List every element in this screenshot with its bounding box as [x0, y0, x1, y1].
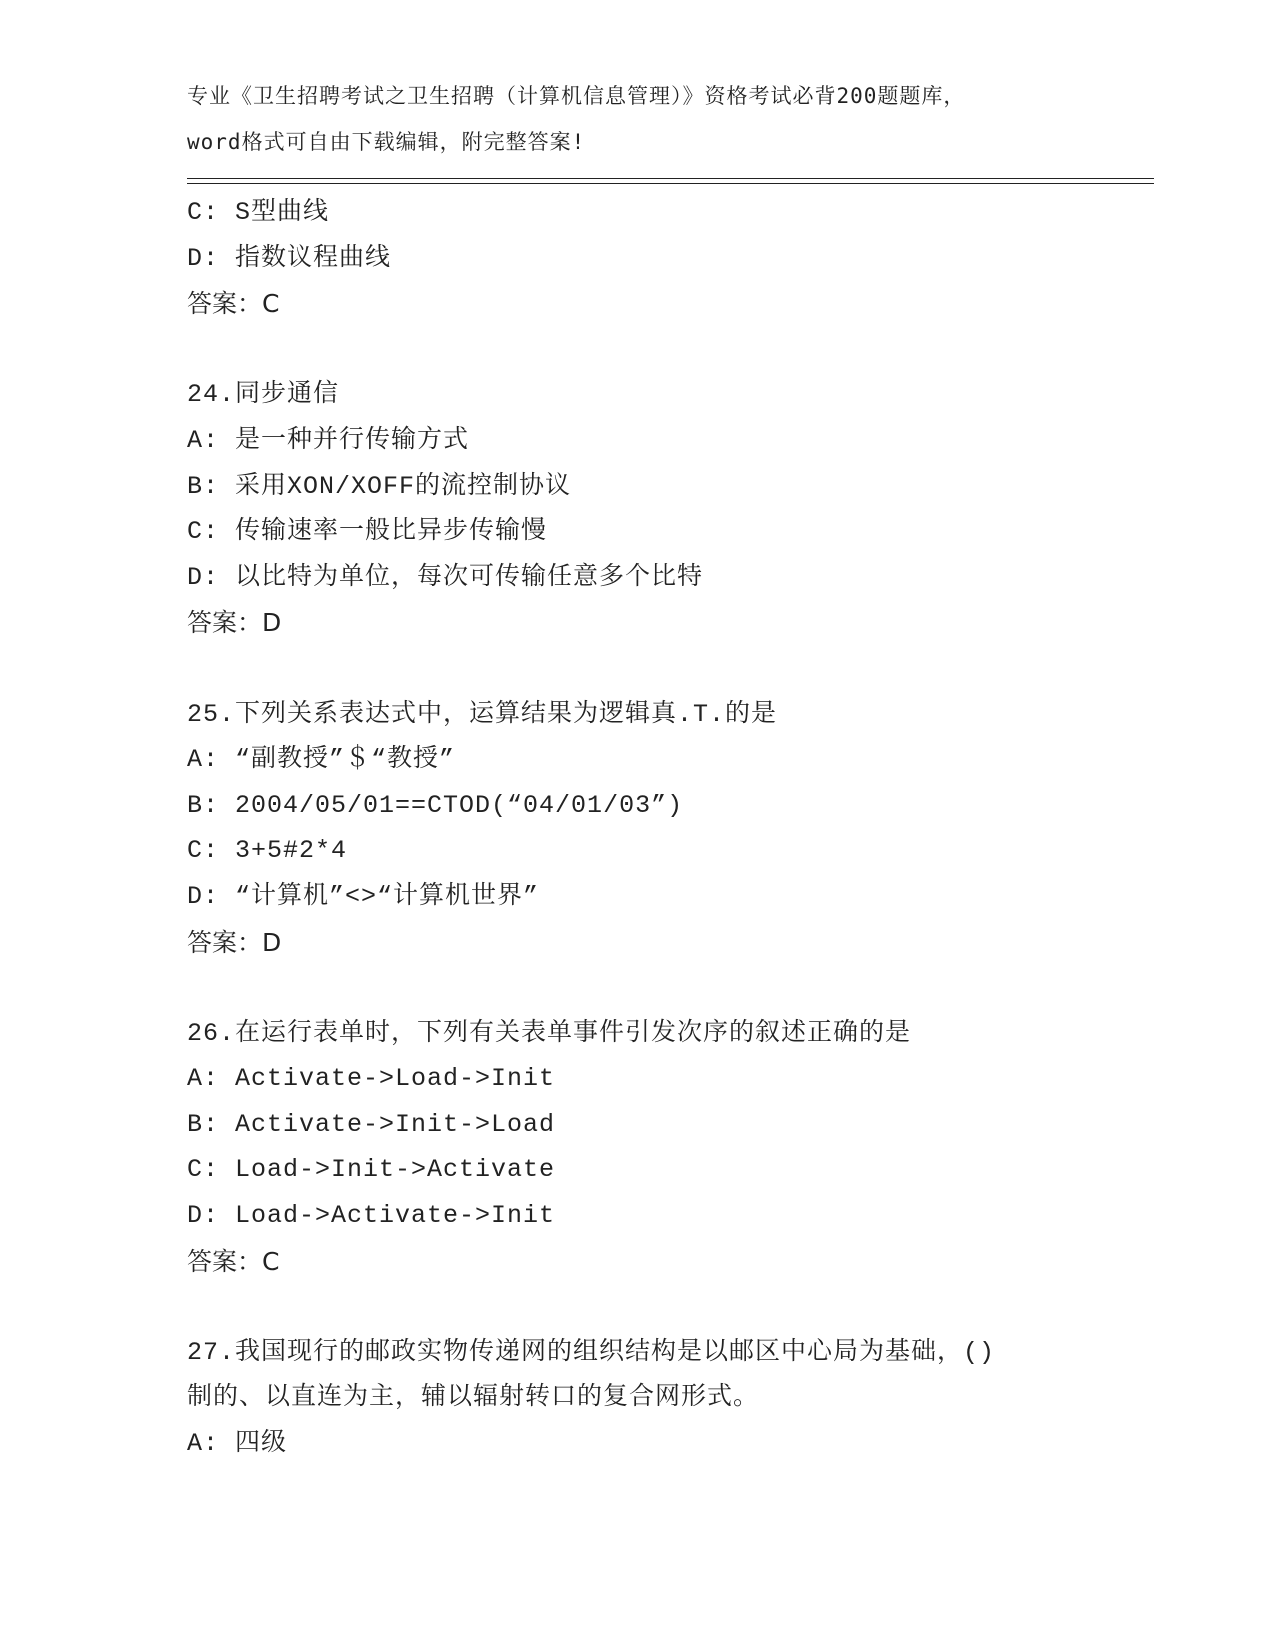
option-b: B: Activate->Init->Load — [187, 1109, 556, 1139]
answer: 答案：D — [187, 608, 282, 638]
question-26 — [187, 1011, 1147, 1285]
option-d: D: “计算机”<>“计算机世界” — [187, 881, 540, 911]
spacer — [187, 1284, 1147, 1330]
option-c: C: 3+5#2*4 — [187, 836, 348, 866]
question-24 — [187, 372, 1147, 646]
question-stem-line-1: 27.我国现行的邮政实物传递网的组织结构是以邮区中心局为基础，() — [187, 1337, 996, 1367]
option-a: A: 四级 — [187, 1429, 288, 1459]
question-27 — [187, 1330, 1147, 1467]
option-c: C: 传输速率一般比异步传输慢 — [187, 517, 548, 547]
option-d: D: 以比特为单位，每次可传输任意多个比特 — [187, 562, 704, 592]
spacer — [187, 327, 1147, 373]
question-list — [187, 190, 1147, 1467]
header-divider-bottom — [187, 183, 1154, 184]
option-b: B: 2004/05/01==CTOD(“04/01/03”) — [187, 790, 684, 820]
option-d: D: Load->Activate->Init — [187, 1201, 556, 1231]
header-line-2: word格式可自由下载编辑，附完整答案! — [187, 129, 586, 154]
question-carryover — [187, 190, 1147, 327]
spacer — [187, 646, 1147, 692]
option-a: A: “副教授”＄“教授” — [187, 745, 456, 775]
answer: 答案：C — [187, 289, 280, 319]
header-divider-top — [187, 178, 1154, 179]
document-header — [187, 74, 1087, 165]
question-25 — [187, 692, 1147, 966]
spacer — [187, 965, 1147, 1011]
option-d: D: 指数议程曲线 — [187, 243, 392, 273]
question-stem-line-2: 制的、以直连为主，辅以辐射转口的复合网形式。 — [187, 1383, 760, 1413]
question-stem: 25.下列关系表达式中，运算结果为逻辑真.T.的是 — [187, 699, 778, 729]
question-stem: 24.同步通信 — [187, 380, 340, 410]
question-stem: 26.在运行表单时，下列有关表单事件引发次序的叙述正确的是 — [187, 1018, 912, 1048]
header-line-1: 专业《卫生招聘考试之卫生招聘（计算机信息管理）》资格考试必背200题题库， — [187, 84, 966, 108]
option-b: B: 采用XON/XOFF的流控制协议 — [187, 471, 572, 501]
option-a: A: 是一种并行传输方式 — [187, 425, 470, 455]
option-c: C: Load->Init->Activate — [187, 1155, 556, 1185]
option-c: C: S型曲线 — [187, 198, 330, 227]
answer: 答案：D — [187, 927, 282, 957]
answer: 答案：C — [187, 1246, 280, 1276]
option-a: A: Activate->Load->Init — [187, 1064, 556, 1094]
